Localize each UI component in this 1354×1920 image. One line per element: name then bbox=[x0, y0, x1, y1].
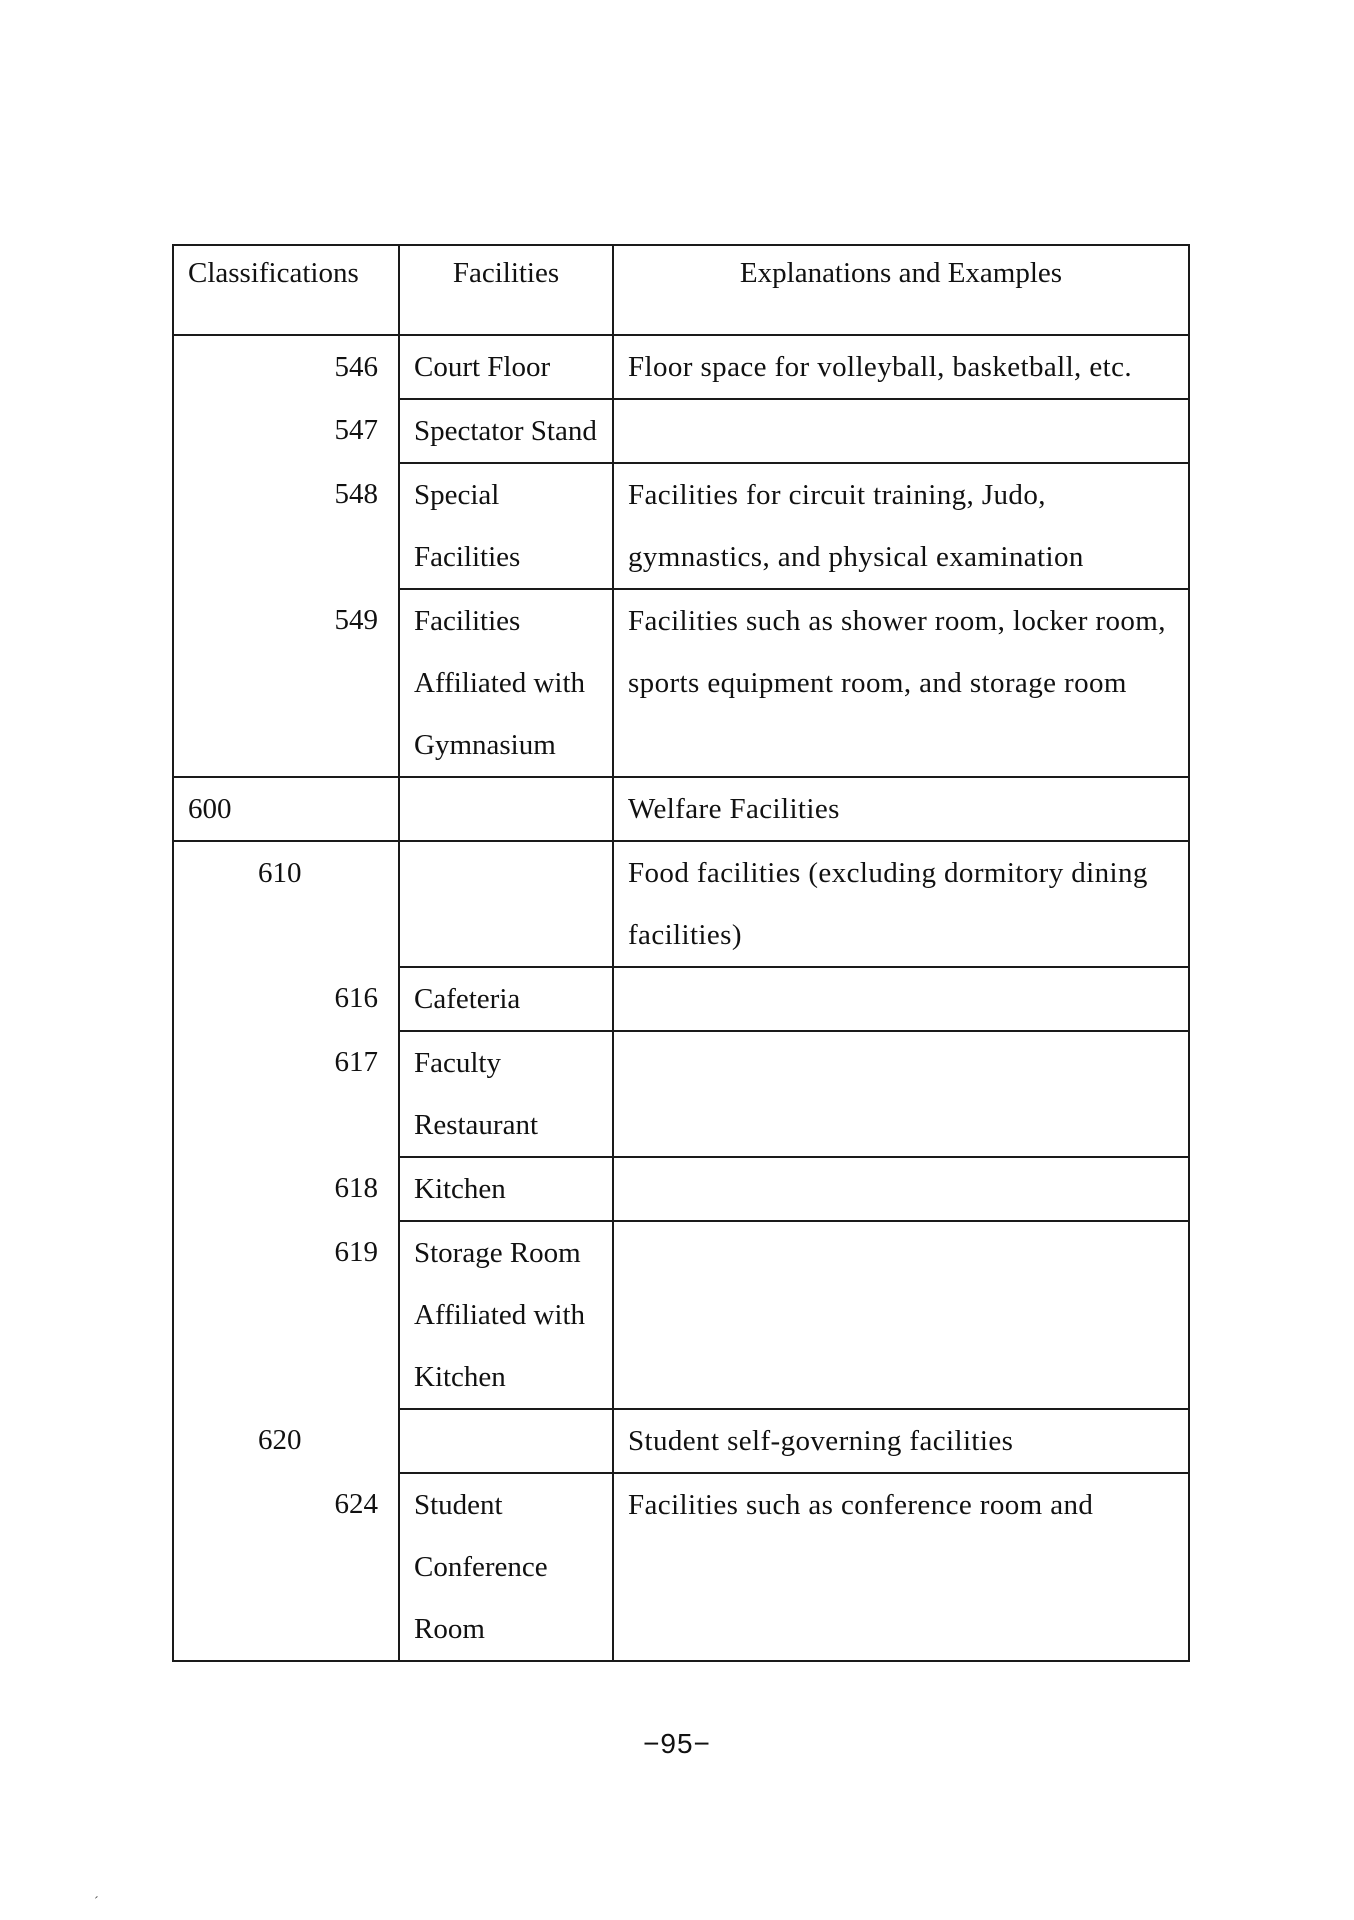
explanation-cell: Food facilities (excluding dormitory dining facilities) bbox=[613, 841, 1189, 967]
facility-cell: Facilities Affiliated with Gymnasium bbox=[399, 589, 613, 777]
classification-cell bbox=[173, 1473, 399, 1661]
explanation-cell: Floor space for volleyball, basketball, etc. bbox=[613, 335, 1189, 399]
table-row bbox=[173, 967, 1189, 1031]
classification-cell bbox=[173, 335, 399, 399]
classification-cell bbox=[173, 589, 399, 777]
classification-code: 546 bbox=[334, 351, 378, 383]
table-row bbox=[173, 1221, 1189, 1409]
classification-cell bbox=[173, 967, 399, 1031]
facility-cell: Faculty Restaurant bbox=[399, 1031, 613, 1157]
classification-code: 547 bbox=[334, 414, 378, 446]
header-facilities: Facilities bbox=[399, 245, 613, 335]
classification-cell bbox=[173, 1221, 399, 1409]
explanation-cell: Facilities such as conference room and bbox=[613, 1473, 1189, 1661]
classification-cell bbox=[173, 1409, 399, 1473]
classification-code: 624 bbox=[334, 1488, 378, 1520]
classification-code: 618 bbox=[334, 1172, 378, 1204]
classification-code: 600 bbox=[188, 793, 232, 825]
explanation-cell bbox=[613, 1031, 1189, 1157]
table-row bbox=[173, 777, 1189, 841]
explanation-cell bbox=[613, 1221, 1189, 1409]
table-header-row bbox=[173, 245, 1189, 335]
table-row bbox=[173, 1031, 1189, 1157]
classification-code: 617 bbox=[334, 1046, 378, 1078]
header-explanations: Explanations and Examples bbox=[613, 245, 1189, 335]
classification-cell bbox=[173, 1031, 399, 1157]
classification-code: 620 bbox=[258, 1424, 302, 1456]
facility-cell: Court Floor bbox=[399, 335, 613, 399]
facility-cell bbox=[399, 841, 613, 967]
table-row bbox=[173, 589, 1189, 777]
explanation-cell bbox=[613, 399, 1189, 463]
page-number: −95− bbox=[643, 1728, 711, 1759]
classification-cell bbox=[173, 399, 399, 463]
classification-cell bbox=[173, 841, 399, 967]
classification-code: 549 bbox=[334, 604, 378, 636]
explanation-cell: Student self-governing facilities bbox=[613, 1409, 1189, 1473]
explanation-cell: Welfare Facilities bbox=[613, 777, 1189, 841]
facility-cell: Student Conference Room bbox=[399, 1473, 613, 1661]
header-classifications: Classifications bbox=[173, 245, 399, 335]
classification-cell bbox=[173, 1157, 399, 1221]
facility-cell: Storage Room Affiliated with Kitchen bbox=[399, 1221, 613, 1409]
facility-cell: Kitchen bbox=[399, 1157, 613, 1221]
table-row bbox=[173, 1473, 1189, 1661]
classification-code: 548 bbox=[334, 478, 378, 510]
classification-table bbox=[172, 244, 1190, 1662]
explanation-cell: Facilities such as shower room, locker room, sports equipment room, and storage room bbox=[613, 589, 1189, 777]
facility-cell: Cafeteria bbox=[399, 967, 613, 1031]
facility-cell: Spectator Stand bbox=[399, 399, 613, 463]
table-row bbox=[173, 1157, 1189, 1221]
explanation-cell bbox=[613, 967, 1189, 1031]
table-row bbox=[173, 463, 1189, 589]
classification-code: 616 bbox=[334, 982, 378, 1014]
table-row bbox=[173, 841, 1189, 967]
classification-cell bbox=[173, 777, 399, 841]
explanation-cell: Facilities for circuit training, Judo, gymnastics, and physical examination bbox=[613, 463, 1189, 589]
classification-code: 619 bbox=[334, 1236, 378, 1268]
facility-cell bbox=[399, 777, 613, 841]
stray-mark: ˊ bbox=[94, 1895, 99, 1910]
table-row bbox=[173, 1409, 1189, 1473]
table-row bbox=[173, 399, 1189, 463]
classification-cell bbox=[173, 463, 399, 589]
classification-code: 610 bbox=[258, 857, 302, 889]
facility-cell bbox=[399, 1409, 613, 1473]
facility-cell: Special Facilities bbox=[399, 463, 613, 589]
explanation-cell bbox=[613, 1157, 1189, 1221]
table-row bbox=[173, 335, 1189, 399]
